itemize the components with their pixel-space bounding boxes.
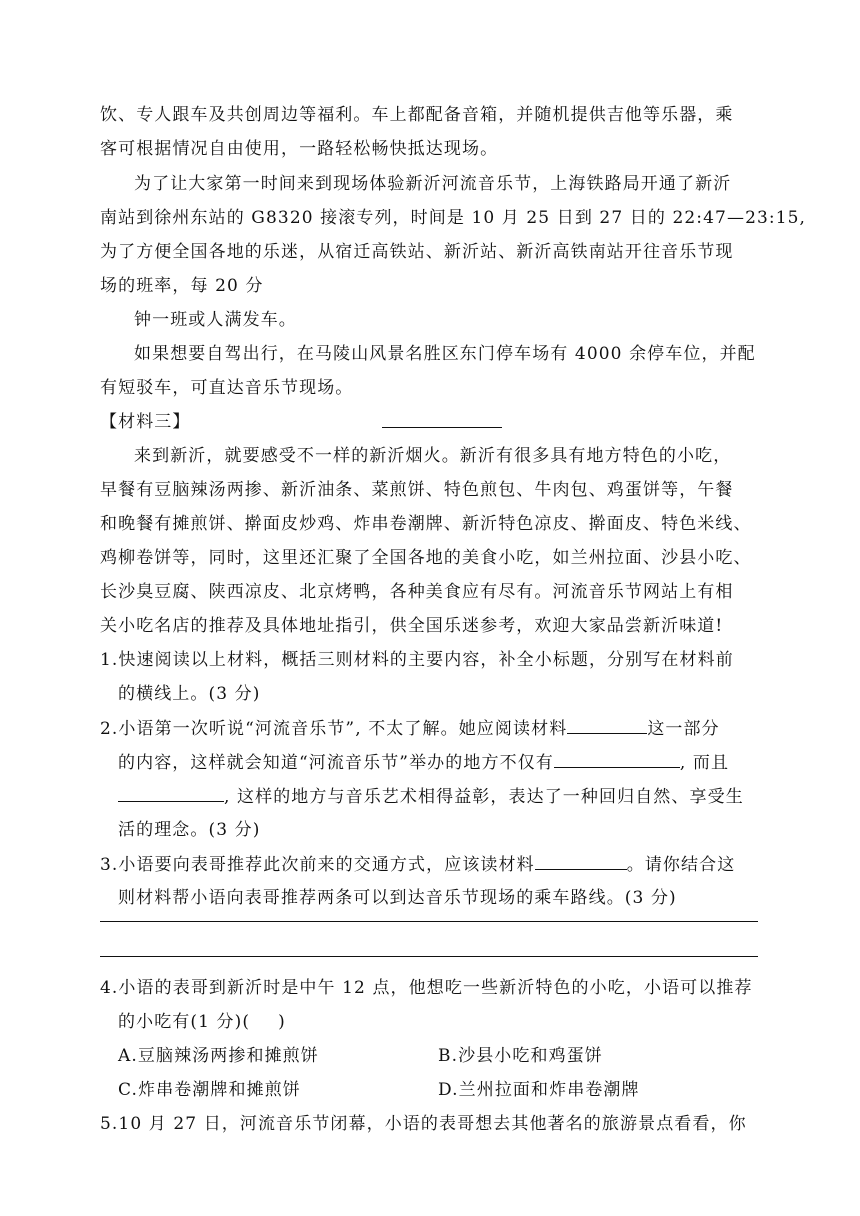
question-2-text: , 而且 bbox=[679, 753, 730, 773]
text-line: 和晚餐有摊煎饼、擀面皮炒鸡、炸串卷潮牌、新沂特色凉皮、擀面皮、特色米线、 bbox=[100, 514, 752, 534]
question-2-cont bbox=[118, 783, 744, 810]
answer-blank[interactable] bbox=[554, 749, 680, 768]
text-line: 如果想要自驾出行，在马陵山风景名胜区东门停车场有 4000 余停车位，并配 bbox=[134, 344, 756, 364]
question-3-text: 。请你结合这 bbox=[626, 855, 736, 875]
option-a: A.豆脑辣汤两掺和摊煎饼 bbox=[118, 1046, 319, 1066]
question-2-cont bbox=[118, 749, 729, 776]
subtitle-blank-line bbox=[382, 427, 502, 428]
option-b: B.沙县小吃和鸡蛋饼 bbox=[438, 1046, 603, 1066]
text-line: 来到新沂，就要感受不一样的新沂烟火。新沂有很多具有地方特色的小吃， bbox=[134, 446, 732, 466]
option-d: D.兰州拉面和炸串卷潮牌 bbox=[438, 1080, 640, 1100]
text-line: 为了方便全国各地的乐迷，从宿迁高铁站、新沂站、新沂高铁南站开往音乐节现 bbox=[100, 242, 734, 262]
text-line: 有短驳车，可直达音乐节现场。 bbox=[100, 378, 354, 398]
material-heading: 【材料三】 bbox=[100, 412, 191, 432]
question-4-cont bbox=[118, 1009, 286, 1035]
question-4-text: 的小吃有(1 分)( bbox=[118, 1012, 251, 1032]
option-c: C.炸串卷潮牌和摊煎饼 bbox=[118, 1080, 301, 1100]
text-line: 场的班率，每 20 分 bbox=[100, 276, 264, 296]
text-line: 关小吃名店的推荐及具体地址指引，供全国乐迷参考，欢迎大家品尝新沂味道! bbox=[100, 616, 724, 636]
question-2-text: , 这样的地方与音乐艺术相得益彰，表达了一种回归自然、享受生 bbox=[224, 787, 744, 807]
question-2-text: 这一部分 bbox=[647, 719, 720, 739]
text-line: 钟一班或人满发车。 bbox=[134, 310, 297, 330]
question-2-text: 2.小语第一次听说“河流音乐节”, 不太了解。她应阅读材料 bbox=[100, 719, 568, 739]
answer-blank[interactable] bbox=[535, 851, 627, 870]
question-4-text: ) bbox=[278, 1012, 286, 1032]
text-line: 长沙臭豆腐、陕西凉皮、北京烤鸭，各种美食应有尽有。河流音乐节网站上有相 bbox=[100, 582, 734, 602]
answer-blank[interactable] bbox=[118, 783, 224, 802]
question-3 bbox=[100, 851, 735, 878]
question-5: 5.10 月 27 日，河流音乐节闭幕，小语的表哥想去其他著名的旅游景点看看，你 bbox=[100, 1114, 747, 1134]
question-1-cont: 的横线上。(3 分) bbox=[118, 684, 261, 704]
question-3-text: 3.小语要向表哥推荐此次前来的交通方式，应该读材料 bbox=[100, 855, 535, 875]
text-line: 南站到徐州东站的 G8320 接滚专列，时间是 10 月 25 日到 27 日的 22:47—23:15, bbox=[100, 208, 807, 228]
question-2 bbox=[100, 715, 720, 742]
answer-line[interactable] bbox=[100, 956, 758, 957]
question-4: 4.小语的表哥到新沂时是中午 12 点，他想吃一些新沂特色的小吃，小语可以推荐 bbox=[100, 978, 753, 998]
text-line: 早餐有豆脑辣汤两掺、新沂油条、菜煎饼、特色煎包、牛肉包、鸡蛋饼等，午餐 bbox=[100, 480, 734, 500]
question-2-cont: 活的理念。(3 分) bbox=[118, 820, 261, 840]
answer-blank[interactable] bbox=[567, 715, 647, 734]
question-1: 1.快速阅读以上材料，概括三则材料的主要内容，补全小标题，分别写在材料前 bbox=[100, 650, 734, 670]
question-3-cont: 则材料帮小语向表哥推荐两条可以到达音乐节现场的乘车路线。(3 分) bbox=[118, 888, 677, 908]
answer-line[interactable] bbox=[100, 921, 758, 922]
text-line: 鸡柳卷饼等，同时，这里还汇聚了全国各地的美食小吃，如兰州拉面、沙县小吃、 bbox=[100, 548, 752, 568]
text-line: 饮、专人跟车及共创周边等福利。车上都配备音箱，并随机提供吉他等乐器，乘 bbox=[100, 105, 734, 125]
text-line: 客可根据情况自由使用，一路轻松畅快抵达现场。 bbox=[100, 139, 499, 159]
question-2-text: 的内容，这样就会知道“河流音乐节”举办的地方不仅有 bbox=[118, 753, 554, 773]
text-line: 为了让大家第一时间来到现场体验新沂河流音乐节，上海铁路局开通了新沂 bbox=[134, 174, 732, 194]
